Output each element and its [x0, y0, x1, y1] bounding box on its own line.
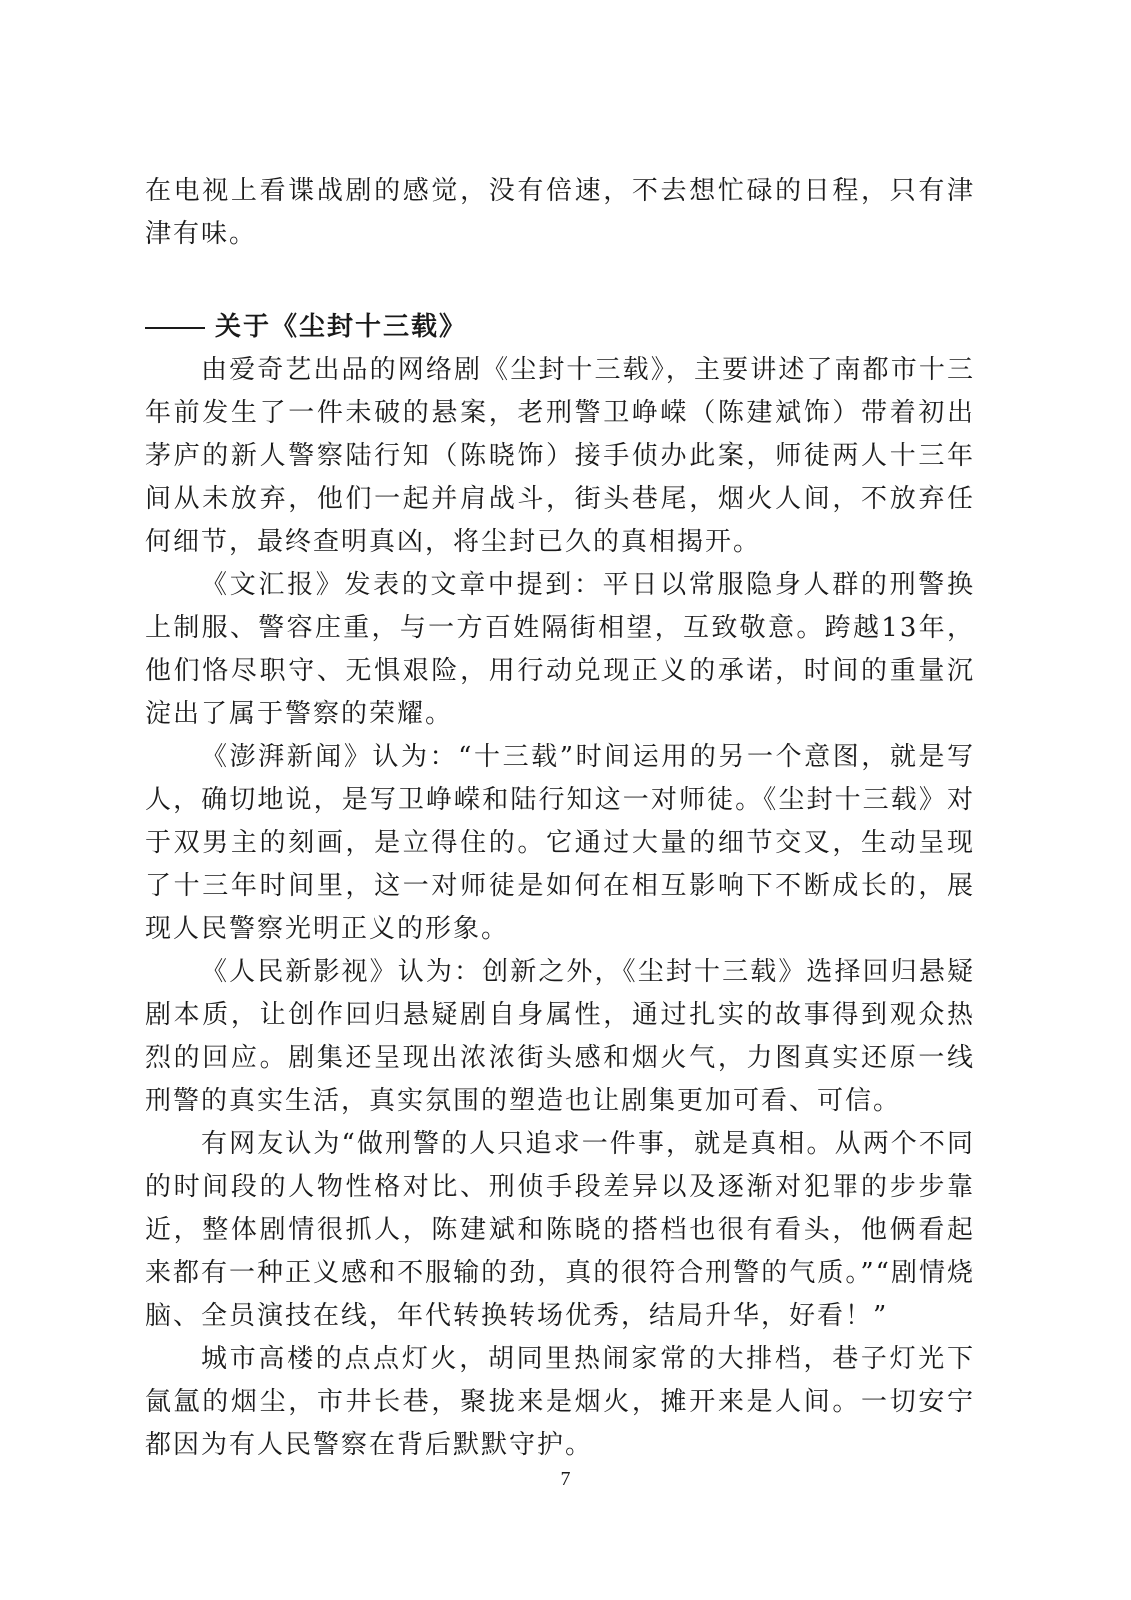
paragraph-4: 《人民新影视》认为：创新之外，《尘封十三载》选择回归悬疑剧本质，让创作回归悬疑剧自身属性，通过扎实的故事得到观众热烈的回应。剧集还呈现出浓浓街头感和烟火气，力图真实还原一线刑警的真实生活，真实氛围的塑造也让剧集更加可看、可信。	[145, 957, 975, 1116]
paragraph-5: 有网友认为“做刑警的人只追求一件事，就是真相。从两个不同的时间段的人物性格对比、刑侦手段差异以及逐渐对犯罪的步步靠近，整体剧情很抓人，陈建斌和陈晓的搭档也很有看头，他俩看起来都有一种正义感和不服输的劲，真的很符合刑警的气质。”“剧情烧脑、全员演技在线，年代转换转场优秀，结局升华，好看！”	[145, 1129, 975, 1331]
paragraph-3: 《澎湃新闻》认为：“十三载”时间运用的另一个意图，就是写人，确切地说，是写卫峥嵘和陆行知这一对师徒。《尘封十三载》对于双男主的刻画，是立得住的。它通过大量的细节交叉，生动呈现了十三年时间里，这一对师徒是如何在相互影响下不断成长的，展现人民警察光明正义的形象。	[145, 742, 975, 944]
paragraph-1: 由爱奇艺出品的网络剧《尘封十三载》，主要讲述了南都市十三年前发生了一件未破的悬案，老刑警卫峥嵘（陈建斌饰）带着初出茅庐的新人警察陆行知（陈晓饰）接手侦办此案，师徒两人十三年间从未放弃，他们一起并肩战斗，街头巷尾，烟火人间，不放弃任何细节，最终查明真凶，将尘封已久的真相揭开。	[145, 355, 975, 557]
document-body	[145, 170, 975, 1467]
page-number: 7	[560, 1468, 571, 1490]
section-heading	[145, 306, 975, 349]
intro-paragraph: 在电视上看谍战剧的感觉，没有倍速，不去想忙碌的日程，只有津津有味。	[145, 176, 975, 249]
paragraph-2: 《文汇报》发表的文章中提到：平日以常服隐身人群的刑警换上制服、警容庄重，与一方百姓隔街相望，互致敬意。跨越13年，他们恪尽职守、无惧艰险，用行动兑现正义的承诺，时间的重量沉淀出了属于警察的荣耀。	[145, 570, 975, 729]
section-gap	[145, 256, 975, 306]
heading-dash	[145, 327, 205, 329]
section-heading-text: 关于《尘封十三载》	[215, 312, 468, 342]
paragraph-6: 城市高楼的点点灯火，胡同里热闹家常的大排档，巷子灯光下氤氲的烟尘，市井长巷，聚拢来是烟火，摊开来是人间。一切安宁都因为有人民警察在背后默默守护。	[145, 1344, 975, 1460]
